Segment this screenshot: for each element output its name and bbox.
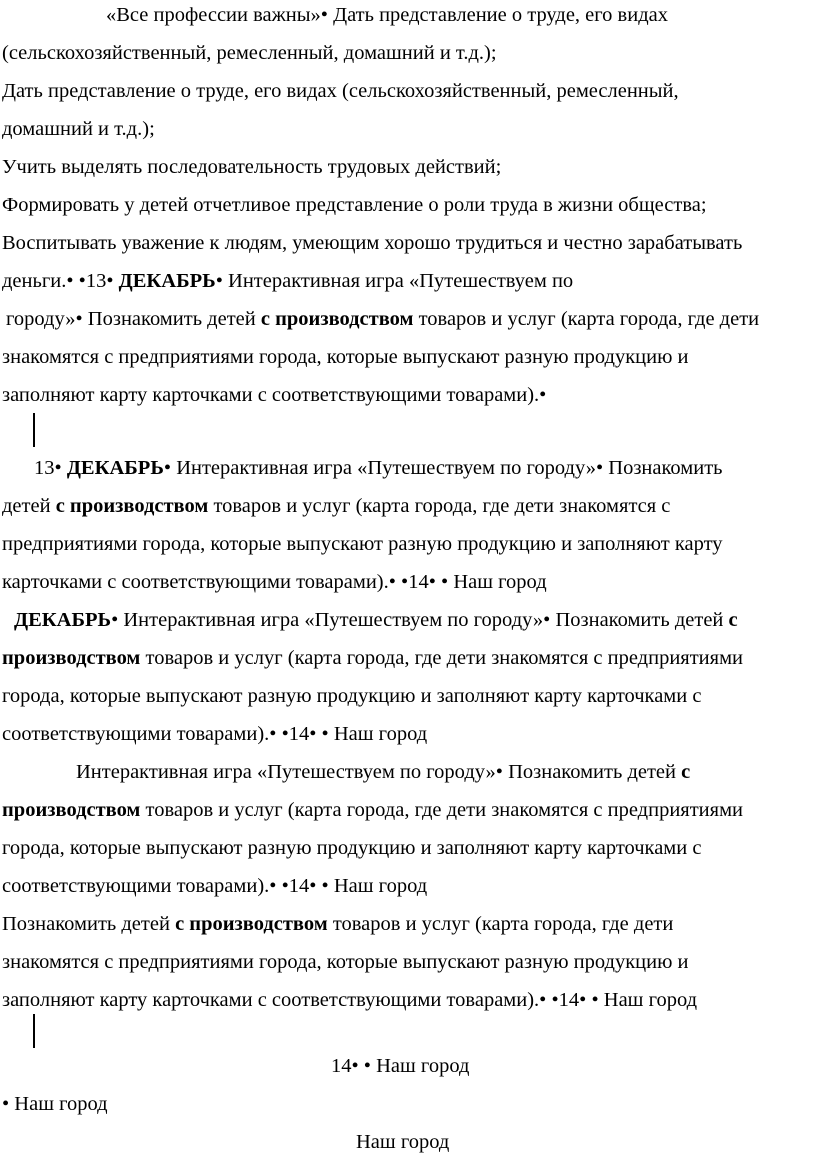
text-segment: города, которые выпускают разную продукцию и заполняют карту карточками с <box>2 837 702 859</box>
text-line <box>2 494 670 518</box>
text-segment: знакомятся с предприятиями города, которые выпускают разную продукцию и <box>2 951 689 973</box>
text-segment: Воспитывать уважение к людям, умеющим хорошо трудиться и честно зарабатывать <box>2 232 743 254</box>
text-line <box>2 193 707 217</box>
text-line <box>2 798 743 822</box>
cursor-bar <box>33 1014 35 1048</box>
text-segment: (сельскохозяйственный, ремесленный, домашний и т.д.); <box>2 42 497 64</box>
text-segment: Интерактивная игра «Путешествуем по городу»• Познакомить детей <box>76 761 682 783</box>
text-segment: домашний и т.д.); <box>2 118 155 140</box>
text-line <box>2 117 155 141</box>
text-line <box>2 570 547 594</box>
text-segment: товаров и услуг (карта города, где дети знакомятся с <box>208 495 671 517</box>
text-segment: товаров и услуг (карта города, где дети <box>327 913 674 935</box>
text-segment: детей <box>2 495 56 517</box>
bold-text: с <box>728 609 738 631</box>
text-line <box>2 874 427 898</box>
bold-text: ДЕКАБРЬ <box>14 609 112 631</box>
text-segment: товаров и услуг (карта города, где дети <box>413 308 760 330</box>
text-line <box>2 155 501 179</box>
text-segment: предприятиями города, которые выпускают разную продукцию и заполняют карту <box>2 533 723 555</box>
text-line <box>76 760 690 784</box>
text-segment: • Интерактивная игра «Путешествуем по городу»• Познакомить <box>163 457 723 479</box>
text-segment: товаров и услуг (карта города, где дети знакомятся с предприятиями <box>140 647 744 669</box>
text-line <box>331 1054 469 1078</box>
text-line <box>34 456 723 480</box>
text-segment: Формировать у детей отчетливое представление о роли труда в жизни общества; <box>2 194 707 216</box>
text-segment: 13• <box>34 457 67 479</box>
text-line <box>2 383 546 407</box>
text-line <box>2 950 689 974</box>
text-line <box>106 3 668 27</box>
text-line <box>2 684 701 708</box>
text-line <box>2 532 723 556</box>
bold-text: ДЕКАБРЬ <box>118 270 216 292</box>
text-line <box>2 1092 108 1116</box>
text-line <box>14 608 738 632</box>
cursor-bar <box>33 413 35 447</box>
bold-text: производством <box>2 799 141 821</box>
bold-text: с <box>681 761 691 783</box>
text-segment: деньги.• •13• <box>2 270 119 292</box>
bold-text: производством <box>2 647 141 669</box>
text-segment: соответствующими товарами).• •14• • Наш город <box>2 723 428 745</box>
text-line <box>2 912 673 936</box>
text-line <box>2 231 742 255</box>
text-line <box>2 646 743 670</box>
text-segment: города, которые выпускают разную продукцию и заполняют карту карточками с <box>2 685 702 707</box>
text-segment: Наш город <box>356 1131 450 1153</box>
text-segment: карточками с соответствующими товарами).• •14• • Наш город <box>2 571 547 593</box>
bold-text: с производством <box>175 913 328 935</box>
text-segment: 14• • Наш город <box>331 1055 470 1077</box>
bold-text: с производством <box>260 308 414 330</box>
text-segment: товаров и услуг (карта города, где дети знакомятся с предприятиями <box>140 799 744 821</box>
text-segment: Учить выделять последовательность трудовых действий; <box>2 156 502 178</box>
text-segment: заполняют карту карточками с соответствующими товарами).• <box>2 384 547 406</box>
text-segment: «Все профессии важны»• Дать представление о труде, его видах <box>106 4 668 26</box>
text-segment: городу»• Познакомить детей <box>6 308 261 330</box>
text-segment: • Интерактивная игра «Путешествуем по городу»• Познакомить детей <box>111 609 729 631</box>
text-line <box>356 1130 449 1154</box>
text-line <box>2 345 689 369</box>
text-line <box>2 988 697 1012</box>
text-line <box>2 836 701 860</box>
text-line <box>2 79 679 103</box>
text-segment: заполняют карту карточками с соответствующими товарами).• •14• • Наш город <box>2 989 698 1011</box>
text-segment: знакомятся с предприятиями города, которые выпускают разную продукцию и <box>2 346 689 368</box>
text-line <box>6 307 759 331</box>
text-line <box>2 41 497 65</box>
text-line <box>2 269 573 293</box>
bold-text: ДЕКАБРЬ <box>66 457 164 479</box>
text-line <box>2 722 427 746</box>
text-segment: соответствующими товарами).• •14• • Наш город <box>2 875 428 897</box>
bold-text: с производством <box>55 495 209 517</box>
text-segment: • Наш город <box>2 1093 108 1115</box>
text-segment: Дать представление о труде, его видах (сельскохозяйственный, ремесленный, <box>2 80 679 102</box>
text-segment: Познакомить детей <box>2 913 176 935</box>
text-segment: • Интерактивная игра «Путешествуем по <box>215 270 574 292</box>
